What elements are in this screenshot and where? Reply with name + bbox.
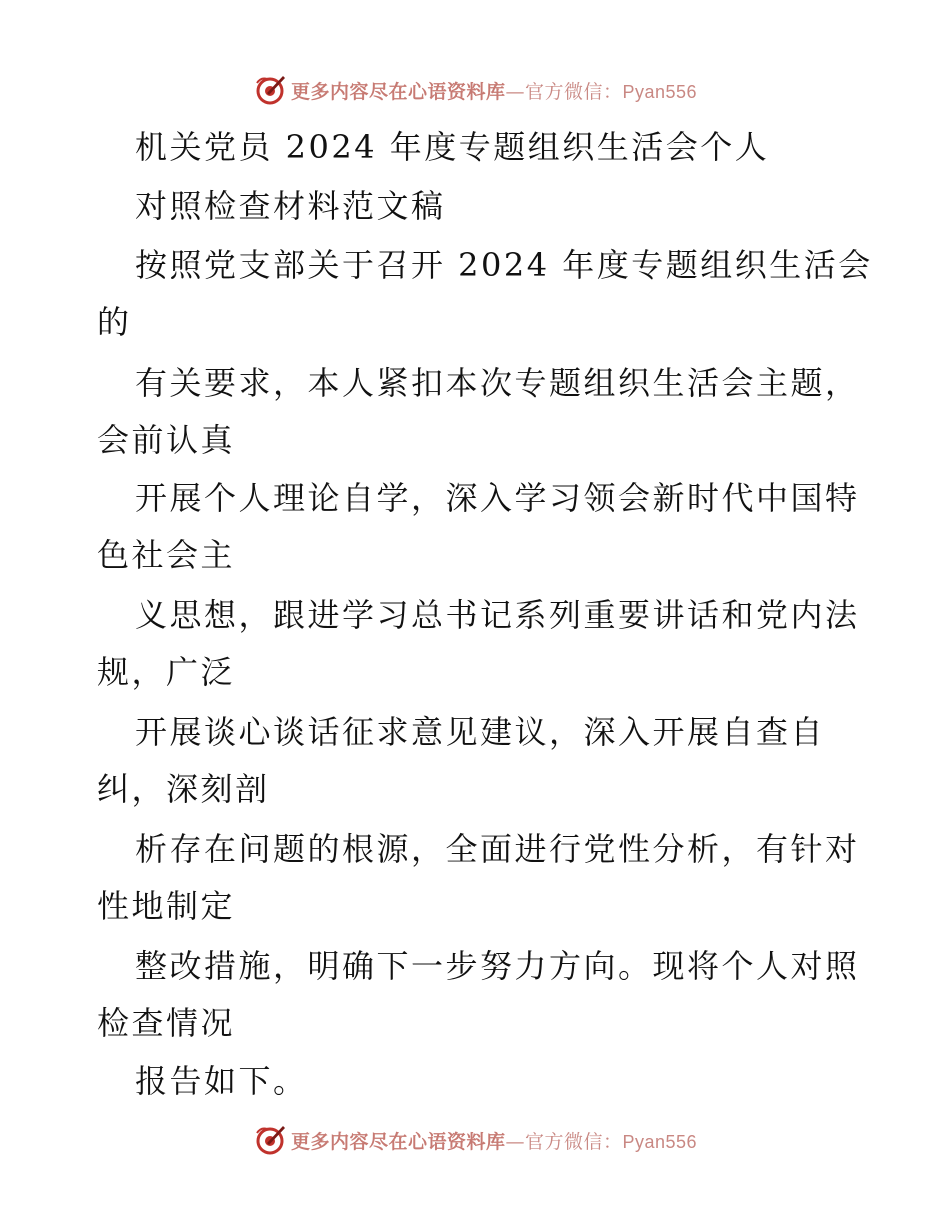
body-line: 会前认真 <box>97 421 236 459</box>
body-line: 整改措施，明确下一步努力方向。现将个人对照 <box>135 947 860 985</box>
body-line: 色社会主 <box>97 536 236 574</box>
watermark-label: —官方微信： <box>505 80 623 103</box>
quill-logo-icon <box>253 1123 287 1157</box>
body-line: 开展个人理论自学，深入学习领会新时代中国特 <box>135 479 860 517</box>
watermark-wechat-id: Pyan556 <box>622 1131 698 1152</box>
body-line: 性地制定 <box>97 887 236 925</box>
document-title-line-1: 机关党员 2024 年度专题组织生活会个人 <box>135 128 770 166</box>
watermark-text <box>291 1127 697 1154</box>
quill-logo-icon <box>253 73 287 107</box>
body-line: 的 <box>97 303 132 341</box>
body-line: 纠，深刻剖 <box>97 770 270 808</box>
footer-watermark <box>0 1120 950 1160</box>
body-line: 按照党支部关于召开 2024 年度专题组织生活会 <box>135 246 873 284</box>
watermark-site: 更多内容尽在心语资料库 <box>290 1130 506 1153</box>
body-line: 析存在问题的根源，全面进行党性分析，有针对 <box>135 830 860 868</box>
watermark-wechat-id: Pyan556 <box>622 81 698 102</box>
body-line: 开展谈心谈话征求意见建议，深入开展自查自 <box>135 713 826 751</box>
body-line: 有关要求，本人紧扣本次专题组织生活会主题， <box>135 364 860 402</box>
body-line: 报告如下。 <box>135 1062 308 1100</box>
body-line: 规，广泛 <box>97 653 236 691</box>
watermark-text <box>291 77 697 104</box>
body-line: 检查情况 <box>97 1004 236 1042</box>
watermark-site: 更多内容尽在心语资料库 <box>290 80 506 103</box>
header-watermark <box>0 70 950 110</box>
watermark-label: —官方微信： <box>505 1130 623 1153</box>
body-line: 义思想，跟进学习总书记系列重要讲话和党内法 <box>135 596 860 634</box>
document-title-line-2: 对照检查材料范文稿 <box>135 187 446 225</box>
